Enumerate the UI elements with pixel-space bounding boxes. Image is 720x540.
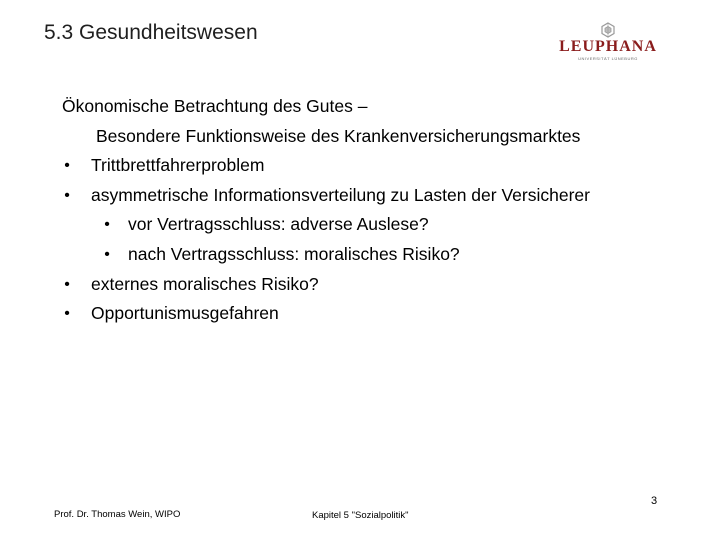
- bullet-marker: •: [64, 305, 70, 323]
- leuphana-logo: [548, 22, 668, 66]
- list-item-text: Opportunismusgefahren: [91, 303, 279, 324]
- list-item-text: Trittbrettfahrerproblem: [91, 155, 265, 176]
- content-heading: Ökonomische Betrachtung des Gutes –: [62, 96, 368, 116]
- content-subheading: Besondere Funktionsweise des Krankenversicherungsmarktes: [96, 125, 581, 146]
- logo-wordmark: LEUPHANA: [559, 38, 657, 55]
- bullet-marker: •: [64, 157, 70, 175]
- sub-list-item-text: nach Vertragsschluss: moralisches Risiko?: [128, 243, 460, 264]
- list-item: [62, 270, 702, 300]
- slide-title: 5.3 Gesundheitswesen: [44, 21, 258, 44]
- logo-subtitle: UNIVERSITÄT LÜNEBURG: [578, 56, 638, 61]
- bullet-marker: •: [104, 245, 110, 263]
- sub-list-item: [62, 240, 702, 270]
- footer-chapter: Kapitel 5 "Sozialpolitik": [312, 510, 409, 521]
- slide-content: [62, 92, 702, 329]
- list-item: [62, 181, 702, 211]
- bullet-marker: •: [64, 275, 70, 293]
- footer-author: Prof. Dr. Thomas Wein, WIPO: [54, 509, 181, 520]
- list-item-text: asymmetrische Informationsverteilung zu Lasten der Versicherer: [91, 184, 590, 205]
- list-item-text: externes moralisches Risiko?: [91, 273, 319, 294]
- page-number: 3: [651, 495, 658, 507]
- sub-list-item-text: vor Vertragsschluss: adverse Auslese?: [128, 214, 429, 235]
- bullet-marker: •: [64, 186, 70, 204]
- list-item: [62, 299, 702, 329]
- sub-list-item: [62, 210, 702, 240]
- bullet-marker: •: [104, 216, 110, 234]
- hexagon-logo-icon: [600, 22, 616, 38]
- list-item: [62, 151, 702, 181]
